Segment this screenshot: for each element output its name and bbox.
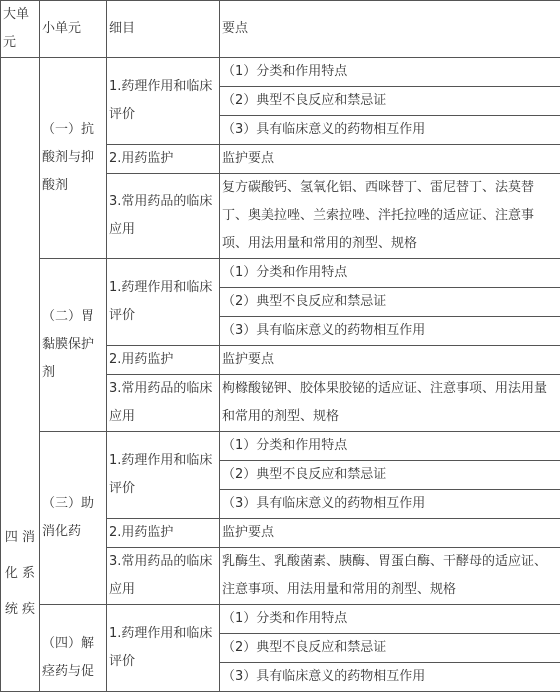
point-cell: 监护要点 bbox=[220, 346, 560, 375]
big-unit-label: 四 消 化 系 统 疾 bbox=[3, 520, 37, 628]
header-row bbox=[1, 1, 560, 58]
small-unit-label: （四）解痉药与促 bbox=[40, 605, 107, 692]
detail-item: 2.用药监护 bbox=[107, 346, 220, 375]
detail-item: 1.药理作用和临床评价 bbox=[107, 259, 220, 346]
point-cell: （2）典型不良反应和禁忌证 bbox=[220, 461, 560, 490]
header-points: 要点 bbox=[220, 1, 560, 58]
point-cell: 监护要点 bbox=[220, 519, 560, 548]
point-cell: （2）典型不良反应和禁忌证 bbox=[220, 288, 560, 317]
table-row bbox=[1, 432, 560, 461]
point-cell: （2）典型不良反应和禁忌证 bbox=[220, 87, 560, 116]
header-small-unit: 小单元 bbox=[40, 1, 107, 58]
small-unit-label: （二）胃黏膜保护剂 bbox=[40, 259, 107, 432]
point-cell: 枸橼酸铋钾、胶体果胶铋的适应证、注意事项、用法用量和常用的剂型、规格 bbox=[220, 375, 560, 432]
point-cell: 复方碳酸钙、氢氧化铝、西咪替丁、雷尼替丁、法莫替丁、奥美拉唑、兰索拉唑、泮托拉唑的适应证、注意事项、用法用量和常用的剂型、规格 bbox=[220, 174, 560, 259]
small-unit-label: （一）抗酸剂与抑酸剂 bbox=[40, 58, 107, 259]
header-big-unit: 大单元 bbox=[1, 1, 40, 58]
detail-item: 2.用药监护 bbox=[107, 519, 220, 548]
detail-item: 3.常用药品的临床应用 bbox=[107, 548, 220, 605]
point-cell: （3）具有临床意义的药物相互作用 bbox=[220, 663, 560, 692]
point-cell: 监护要点 bbox=[220, 145, 560, 174]
point-cell: （3）具有临床意义的药物相互作用 bbox=[220, 116, 560, 145]
point-cell: （1）分类和作用特点 bbox=[220, 432, 560, 461]
detail-item: 3.常用药品的临床应用 bbox=[107, 375, 220, 432]
point-cell: （1）分类和作用特点 bbox=[220, 605, 560, 634]
detail-item: 3.常用药品的临床应用 bbox=[107, 174, 220, 259]
detail-item: 2.用药监护 bbox=[107, 145, 220, 174]
point-cell: （3）具有临床意义的药物相互作用 bbox=[220, 490, 560, 519]
point-cell: （3）具有临床意义的药物相互作用 bbox=[220, 317, 560, 346]
header-detail: 细目 bbox=[107, 1, 220, 58]
table-row bbox=[1, 605, 560, 634]
point-cell: 乳酶生、乳酸菌素、胰酶、胃蛋白酶、干酵母的适应证、注意事项、用法用量和常用的剂型、规格 bbox=[220, 548, 560, 605]
detail-item: 1.药理作用和临床评价 bbox=[107, 605, 220, 692]
point-cell: （2）典型不良反应和禁忌证 bbox=[220, 634, 560, 663]
point-cell: （1）分类和作用特点 bbox=[220, 58, 560, 87]
table-row bbox=[1, 58, 560, 87]
point-cell: （1）分类和作用特点 bbox=[220, 259, 560, 288]
detail-item: 1.药理作用和临床评价 bbox=[107, 58, 220, 145]
small-unit-label: （三）助消化药 bbox=[40, 432, 107, 605]
table-row bbox=[1, 259, 560, 288]
detail-item: 1.药理作用和临床评价 bbox=[107, 432, 220, 519]
